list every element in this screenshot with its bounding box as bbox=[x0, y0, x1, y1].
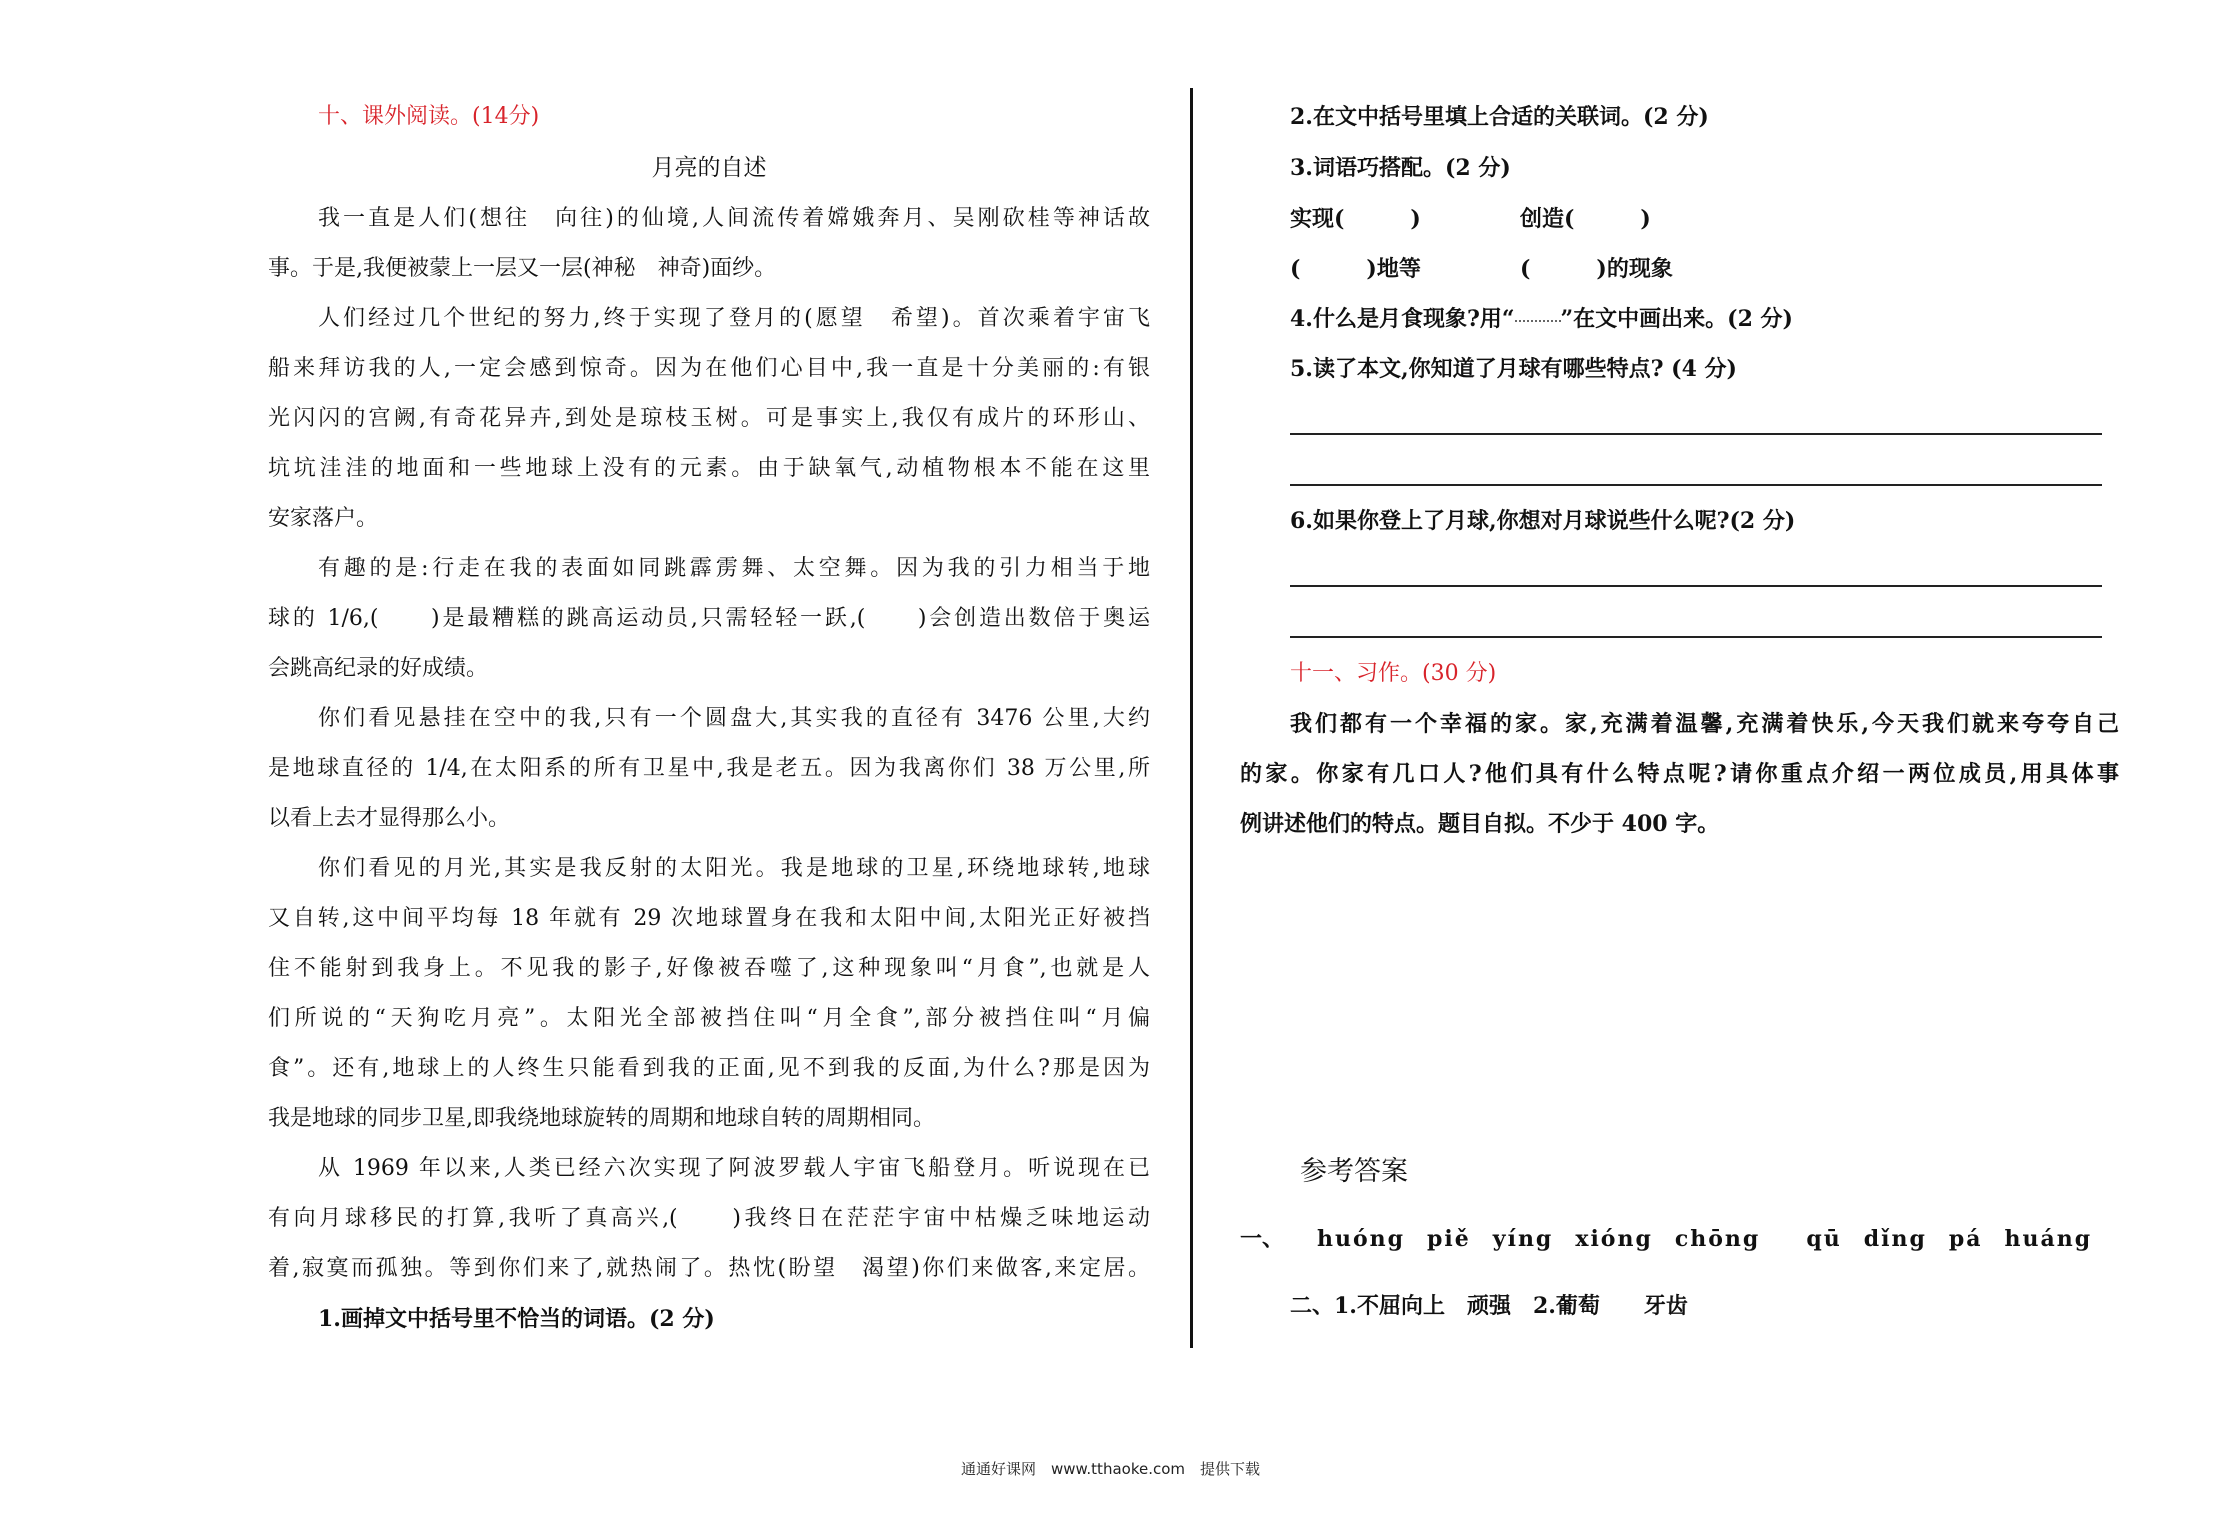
answer-one-pinyin bbox=[1317, 1224, 2114, 1254]
question-2: 2.在文中括号里填上合适的关联词。(2 分) bbox=[1290, 104, 1709, 130]
pinyin-item: pá bbox=[1948, 1226, 1983, 1252]
pinyin-item: huáng bbox=[2004, 1226, 2093, 1252]
essay-line: 我们都有一个幸福的家。家,充满着温馨,充满着快乐,今天我们就来夸夸自己 bbox=[1290, 711, 2119, 737]
answer-line[interactable] bbox=[1290, 585, 2102, 587]
article-line: 光闪闪的宫阙,有奇花异卉,到处是琼枝玉树。可是事实上,我仅有成片的环形山、 bbox=[268, 406, 1150, 431]
article-line: 有向月球移民的打算,我听了真高兴,( )我终日在茫茫宇宙中枯燥乏味地运动 bbox=[268, 1206, 1150, 1231]
article-line: 以看上去才显得那么小。 bbox=[268, 806, 511, 831]
essay-line: 例讲述他们的特点。题目自拟。不少于 400 字。 bbox=[1240, 811, 1720, 837]
article-line: 我是地球的同步卫星,即我绕地球旋转的周期和地球自转的周期相同。 bbox=[268, 1106, 935, 1131]
question-5: 5.读了本文,你知道了月球有哪些特点? (4 分) bbox=[1290, 356, 1737, 382]
column-divider bbox=[1190, 88, 1193, 1348]
article-line: 住不能射到我身上。不见我的影子,好像被吞噬了,这种现象叫“月食”,也就是人 bbox=[268, 956, 1150, 981]
essay-line: 的家。你家有几口人?他们具有什么特点呢?请你重点介绍一两位成员,用具体事 bbox=[1240, 761, 2119, 787]
answer-two: 二、1.不屈向上 顽强 2.葡萄 牙齿 bbox=[1290, 1293, 1688, 1319]
article-line: 人们经过几个世纪的努力,终于实现了登月的(愿望 希望)。首次乘着宇宙飞 bbox=[318, 306, 1150, 331]
article-line: 安家落户。 bbox=[268, 506, 379, 531]
article-line: 们所说的“天狗吃月亮”。太阳光全部被挡住叫“月全食”,部分被挡住叫“月偏 bbox=[268, 1006, 1150, 1031]
answer-line[interactable] bbox=[1290, 433, 2102, 435]
article-line: 着,寂寞而孤独。等到你们来了,就热闹了。热忱(盼望 渴望)你们来做客,来定居。 bbox=[268, 1256, 1150, 1281]
section-ten-heading: 十、课外阅读。(14分) bbox=[318, 104, 540, 129]
match-xianxiang: ( )的现象 bbox=[1520, 256, 1673, 282]
article-line: 又自转,这中间平均每 18 年就有 29 次地球置身在我和太阳中间,太阳光正好被挡 bbox=[268, 906, 1150, 931]
pinyin-item: yíng bbox=[1492, 1226, 1554, 1252]
article-title: 月亮的自述 bbox=[651, 155, 767, 181]
article-line: 会跳高纪录的好成绩。 bbox=[268, 656, 489, 681]
article-line: 坑坑洼洼的地面和一些地球上没有的元素。由于缺氧气,动植物根本不能在这里 bbox=[268, 456, 1150, 481]
article-line: 有趣的是:行走在我的表面如同跳霹雳舞、太空舞。因为我的引力相当于地 bbox=[318, 556, 1150, 581]
article-line: 球的 1/6,( )是最糟糕的跳高运动员,只需轻轻一跃,( )会创造出数倍于奥运 bbox=[268, 606, 1150, 631]
question-4-pre: 4.什么是月食现象?用“ bbox=[1290, 306, 1515, 332]
pinyin-item: piě bbox=[1427, 1226, 1471, 1252]
article-line: 你们看见的月光,其实是我反射的太阳光。我是地球的卫星,环绕地球转,地球 bbox=[318, 856, 1150, 881]
question-1: 1.画掉文中括号里不恰当的词语。(2 分) bbox=[318, 1306, 715, 1332]
article-line: 我一直是人们(想往 向往)的仙境,人间流传着嫦娥奔月、吴刚砍桂等神话故 bbox=[318, 206, 1150, 231]
question-6: 6.如果你登上了月球,你想对月球说些什么呢?(2 分) bbox=[1290, 508, 1796, 534]
section-eleven-heading: 十一、习作。(30 分) bbox=[1290, 661, 1497, 686]
match-shixian: 实现( ) bbox=[1290, 206, 1421, 232]
answer-key-heading: 参考答案 bbox=[1300, 1156, 1408, 1187]
pinyin-item: xióng bbox=[1575, 1226, 1653, 1252]
match-chuangzao: 创造( ) bbox=[1520, 206, 1651, 232]
article-line: 食”。还有,地球上的人终生只能看到我的正面,见不到我的反面,为什么?那是因为 bbox=[268, 1056, 1150, 1081]
question-4 bbox=[1290, 304, 1793, 334]
question-3: 3.词语巧搭配。(2 分) bbox=[1290, 155, 1511, 181]
article-line: 船来拜访我的人,一定会感到惊奇。因为在他们心目中,我一直是十分美丽的:有银 bbox=[268, 356, 1150, 381]
pinyin-item: chōng bbox=[1674, 1226, 1761, 1252]
footer-source: 通通好课网 www.tthaoke.com 提供下载 bbox=[960, 1460, 1261, 1478]
pinyin-item: huóng bbox=[1317, 1226, 1406, 1252]
article-line: 从 1969 年以来,人类已经六次实现了阿波罗载人宇宙飞船登月。听说现在已 bbox=[318, 1156, 1150, 1181]
article-line: 你们看见悬挂在空中的我,只有一个圆盘大,其实我的直径有 3476 公里,大约 bbox=[318, 706, 1150, 731]
article-line: 是地球直径的 1/4,在太阳系的所有卫星中,我是老五。因为我离你们 38 万公里,所 bbox=[268, 756, 1150, 781]
pinyin-item: qū bbox=[1806, 1226, 1842, 1252]
article-line: 事。于是,我便被蒙上一层又一层(神秘 神奇)面纱。 bbox=[268, 256, 777, 281]
answer-one-label: 一、 bbox=[1240, 1226, 1285, 1252]
answer-line[interactable] bbox=[1290, 484, 2102, 486]
match-dideng: ( )地等 bbox=[1290, 256, 1421, 282]
question-4-post: ”在文中画出来。(2 分) bbox=[1560, 306, 1793, 332]
pinyin-item: dǐng bbox=[1863, 1226, 1927, 1252]
wavy-underline-icon bbox=[1515, 310, 1561, 322]
answer-line[interactable] bbox=[1290, 636, 2102, 638]
